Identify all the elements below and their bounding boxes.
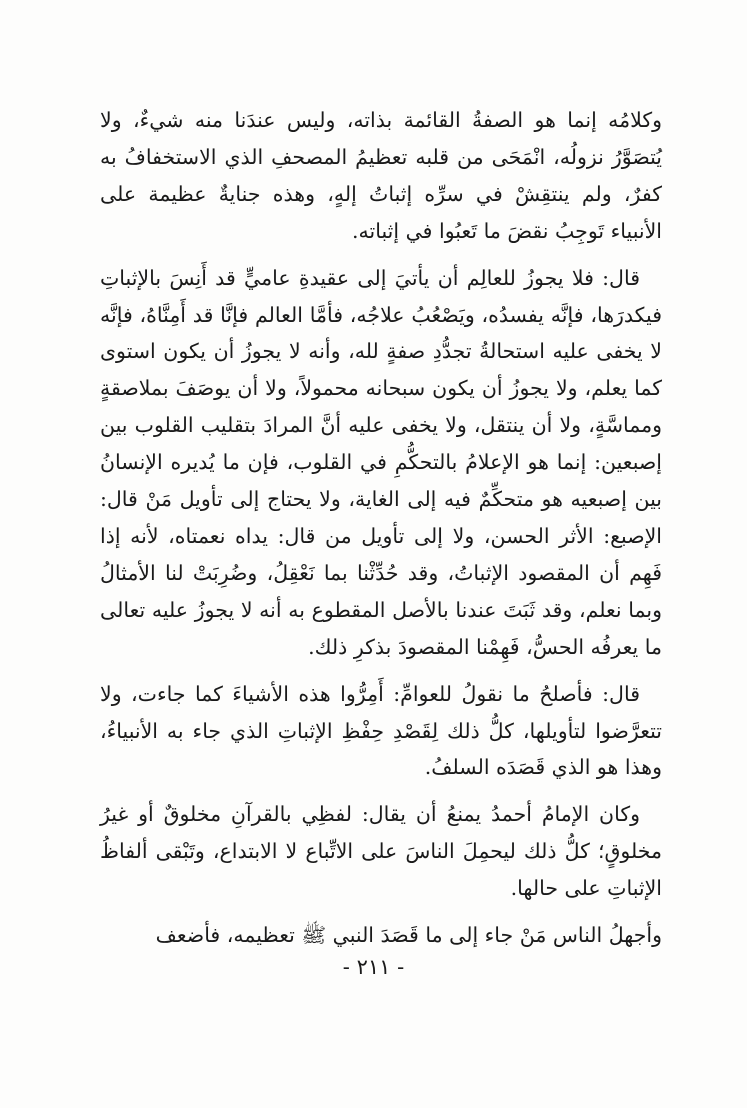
page-number: - ٢١١ - <box>342 955 405 979</box>
paragraph-3: قال: فأصلحُ ما نقولُ للعوامِّ: أَمِرُّوا هذه الأشياءَ كما جاءت، ولا تتعرَّضوا لتأويلها، كلُّ ذلك لِقَصْدِ حِفْظِ الإثباتِ الذي جاء به الأنبياءُ، وهذا هو الذي قَصَدَه السلفُ. <box>100 681 662 780</box>
paragraph-4: وكان الإمامُ أحمدُ يمنعُ أن يقال: لفظِي بالقرآنِ مخلوقٌ أو غيرُ مخلوقٍ؛ كلُّ ذلك ليحمِلَ الناسَ على الاتِّباع لا الابتداع، وتَبْقى ألفاظُ الإثباتِ على حالها. <box>100 802 662 901</box>
paragraph-1: وكلامُه إنما هو الصفةُ القائمة بذاته، وليس عندَنا منه شيءٌ، ولا يُتصَوَّرُ نزولُه، انْمَحَى من قلبه تعظيمُ المصحفِ الذي الاستخفافُ به كفرٌ، ولم ينتقِشْ في سرِّه إثباتُ إلهٍ، وهذه جنايةٌ عظيمة على الأنبياء تَوجِبُ نقضَ ما تَعبُوا في إثباته. <box>100 108 662 243</box>
paragraph-5: وأجهلُ الناس مَنْ جاء إلى ما قَصَدَ النبي ﷺ تعظيمه، فأضعف <box>155 923 662 948</box>
paragraph-2: قال: فلا يجوزُ للعالِم أن يأتيَ إلى عقيدةِ عاميٍّ قد أَنِسَ بالإثباتِ فيكدرَها، فإنَّه يفسدُه، ويَصْعُبُ علاجُه، فأمَّا العالم فإنَّا قد أَمِنَّاهُ، فإنَّه لا يخفى عليه استحالةُ تجدُّدِ صفةٍ لله، وأنه لا يجوزُ أن يكون استوى كما يعلم، ولا يجوزُ أن يكون سبحانه محمولاً، ولا أن يوصَفَ بملاصقةٍ ومماسَّةٍ، ولا أن ينتقل، ولا يخفى عليه أنَّ المرادَ بتقليب القلوب بين إصبعين: إنما هو الإعلامُ بالتحكُّمِ في القلوب، فإن ما يُديره الإنسانُ بين إصبعيه هو متحكِّمٌ فيه إلى الغاية، ولا يحتاج إلى تأويل مَنْ قال: الإصبع: الأثر الحسن، ولا إلى تأويل من قال: يداه نعمتاه، لأنه إذا فَهِم أن المقصود الإثباتُ، وقد حُدِّثْنا بما نَعْقِلُ، وضُرِبَتْ لنا الأمثالُ وبما نعلم، وقد ثَبَتَ عندنا بالأصل المقطوع به أنه لا يجوزُ عليه تعالى ما يعرفُه الحسُّ، فَهِمْنا المقصودَ بذكرِ ذلك. <box>100 265 662 659</box>
body-text <box>100 102 662 954</box>
